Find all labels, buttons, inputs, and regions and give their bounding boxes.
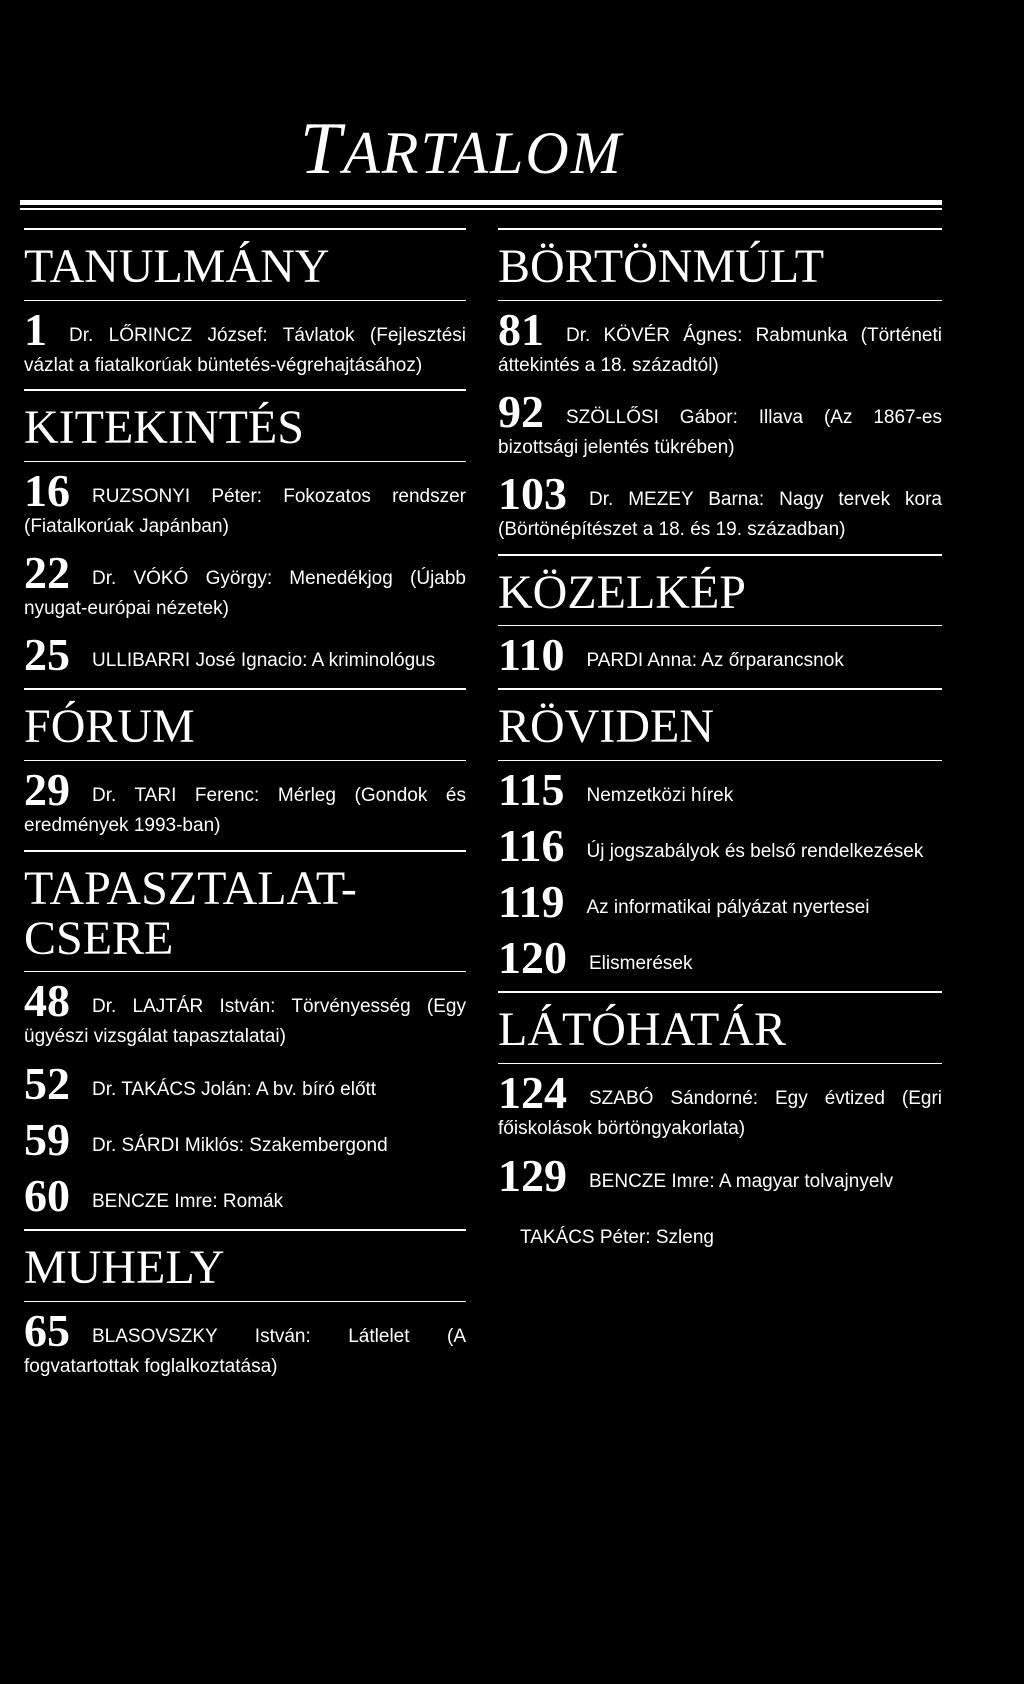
toc-entry[interactable] [24, 465, 466, 540]
section-heading: TAPASZTALAT-CSERE [24, 861, 357, 965]
section-rule [24, 1229, 466, 1231]
section-rule [498, 554, 942, 556]
toc-entry[interactable] [498, 932, 942, 984]
title-rest: ARTALOM [343, 120, 623, 186]
section-rule [24, 389, 466, 391]
entry-text: TAKÁCS Péter: Szleng [520, 1226, 714, 1248]
toc-entry[interactable] [498, 1209, 942, 1255]
page-number: 65 [24, 1304, 70, 1356]
entry-text: BLASOVSZKY István: Látlelet (A fogvatartottak foglalkoztatása) [24, 1325, 466, 1377]
page-number: 52 [24, 1057, 70, 1109]
title-initial: T [300, 108, 344, 190]
page-number: 59 [24, 1113, 70, 1165]
toc-entry[interactable] [498, 1149, 942, 1201]
section-subrule [24, 461, 466, 462]
page-number: 129 [498, 1149, 567, 1201]
page-number: 110 [498, 629, 565, 681]
entry-text: Dr. MEZEY Barna: Nagy tervek kora (Börtönépítészet a 18. és 19. században) [498, 489, 942, 541]
page-title [300, 108, 623, 190]
toc-entry[interactable] [24, 975, 466, 1050]
entry-text: Az informatikai pályázat nyertesei [586, 897, 870, 919]
section-subrule [498, 625, 942, 626]
title-rule-thick [20, 200, 942, 205]
page-number: 1 [24, 303, 47, 355]
right-column [498, 228, 942, 1265]
toc-entry[interactable] [24, 547, 466, 622]
entry-text: Dr. TARI Ferenc: Mérleg (Gondok és eredmények 1993-ban) [24, 785, 466, 837]
page-number: 29 [24, 764, 70, 816]
toc-entry[interactable] [24, 629, 466, 681]
page-number: 60 [24, 1169, 70, 1221]
toc-entry[interactable] [24, 303, 466, 379]
section-heading: RÖVIDEN [498, 700, 714, 754]
section-heading: TANULMÁNY [24, 240, 330, 293]
section-subrule [498, 300, 942, 301]
toc-entry[interactable] [24, 1057, 466, 1109]
section-heading: MUHELY [24, 1240, 225, 1294]
toc-entry[interactable] [498, 468, 942, 543]
page-number: 116 [498, 820, 565, 872]
entry-text: SZÖLLŐSI Gábor: Illava (Az 1867-es bizottsági jelentés tükrében) [498, 407, 942, 459]
section-rule [24, 688, 466, 690]
entry-text: ULLIBARRI José Ignacio: A kriminológus [92, 650, 436, 672]
section-subrule [498, 760, 942, 761]
page-number: 25 [24, 629, 70, 681]
page-number: 103 [498, 468, 567, 520]
toc-entry[interactable] [498, 629, 942, 681]
page-number: 16 [24, 465, 70, 517]
entry-text: Új jogszabályok és belső rendelkezések [586, 841, 924, 863]
entry-text: Elismerések [589, 953, 693, 975]
section-subrule [24, 300, 466, 301]
section-heading: KITEKINTÉS [24, 401, 304, 455]
page-number: 124 [498, 1067, 567, 1119]
page-number: 92 [498, 386, 544, 438]
page-number: 119 [498, 876, 565, 928]
entry-text: PARDI Anna: Az őrparancsnok [586, 650, 844, 672]
section-heading: BÖRTÖNMÚLT [498, 240, 825, 293]
toc-entry[interactable] [498, 876, 942, 928]
toc-entry[interactable] [498, 764, 942, 816]
toc-entry[interactable] [498, 386, 942, 461]
entry-text: BENCZE Imre: Romák [92, 1190, 284, 1212]
section-subrule [24, 971, 466, 972]
section-subrule [498, 1063, 942, 1064]
entry-text: Dr. LŐRINCZ József: Távlatok (Fejlesztési vázlat a fiatalkorúak büntetés-végrehajtásához) [24, 324, 466, 376]
entry-text: Dr. TAKÁCS Jolán: A bv. bíró előtt [92, 1078, 377, 1100]
entry-text: Dr. VÓKÓ György: Menedékjog (Újabb nyugat-európai nézetek) [24, 568, 466, 620]
toc-entry[interactable] [24, 1169, 466, 1221]
left-column [24, 228, 466, 1390]
section-subrule [24, 760, 466, 761]
title-rule-thin [20, 208, 942, 210]
entry-text: RUZSONYI Péter: Fokozatos rendszer (Fiatalkorúak Japánban) [24, 486, 466, 538]
section-rule [498, 228, 942, 230]
page-number: 81 [498, 303, 544, 355]
entry-text: Dr. LAJTÁR István: Törvényesség (Egy ügyészi vizsgálat tapasztalatai) [24, 996, 466, 1048]
entry-text: Dr. SÁRDI Miklós: Szakembergond [92, 1134, 388, 1156]
page-number: 115 [498, 764, 565, 816]
toc-entry[interactable] [24, 1304, 466, 1380]
entry-text: BENCZE Imre: A magyar tolvajnyelv [589, 1170, 894, 1192]
section-subrule [24, 1301, 466, 1302]
toc-entry[interactable] [498, 1067, 942, 1142]
entry-text: SZABÓ Sándorné: Egy évtized (Egri főiskolások börtöngyakorlata) [498, 1088, 942, 1140]
toc-entry[interactable] [24, 764, 466, 839]
entry-text: Nemzetközi hírek [586, 785, 734, 807]
toc-entry[interactable] [498, 303, 942, 379]
section-heading: KÖZELKÉP [498, 565, 746, 619]
section-heading: LÁTÓHATÁR [498, 1003, 786, 1057]
section-rule [24, 228, 466, 230]
entry-text: Dr. KÖVÉR Ágnes: Rabmunka (Történeti áttekintés a 18. századtól) [498, 324, 942, 376]
section-heading: FÓRUM [24, 700, 195, 754]
page-number: 120 [498, 932, 567, 984]
page-number: 48 [24, 975, 70, 1027]
toc-entry[interactable] [498, 820, 942, 872]
toc-entry[interactable] [24, 1113, 466, 1165]
section-rule [498, 688, 942, 690]
section-rule [24, 850, 466, 852]
page-number: 22 [24, 547, 70, 599]
section-rule [498, 991, 942, 993]
